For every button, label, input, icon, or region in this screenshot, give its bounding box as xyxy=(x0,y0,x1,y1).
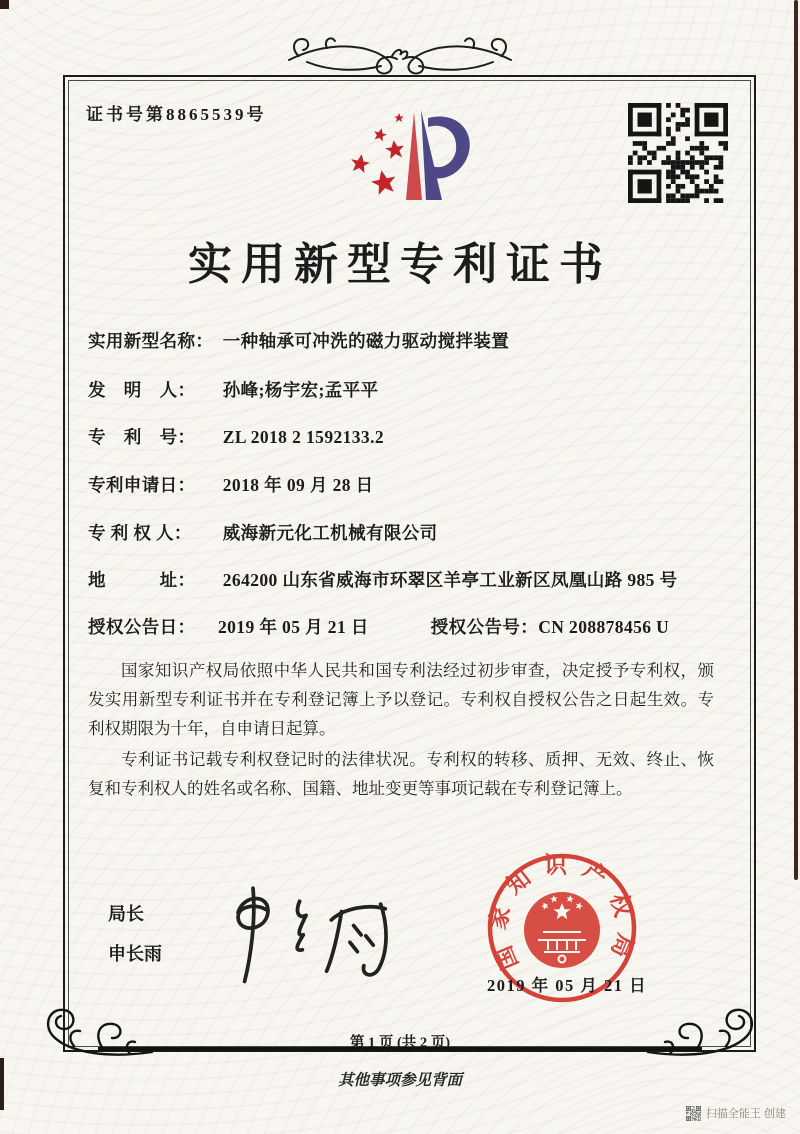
field-row-inventor xyxy=(88,377,378,402)
grant-number: CN 208878456 U xyxy=(538,617,670,637)
grant-number-group xyxy=(431,617,669,637)
field-row-filing-date xyxy=(88,472,374,497)
field-row-address xyxy=(88,567,677,592)
field-value: 威海新元化工机械有限公司 xyxy=(222,523,438,543)
page-indicator: 第 1 页 (共 2 页) xyxy=(349,1035,451,1051)
field-row-grant xyxy=(88,614,669,639)
field-label: 授权公告日： xyxy=(88,617,196,637)
cnipa-logo-icon xyxy=(322,102,474,216)
photo-edge-right xyxy=(794,0,798,880)
seal-text: 国家知识产权局 xyxy=(484,852,640,974)
certificate-title: 实用新型专利证书 xyxy=(188,240,612,289)
field-row-patentee xyxy=(88,520,438,545)
field-label: 专利申请日： xyxy=(88,475,196,495)
back-note: 其他事项参见背面 xyxy=(337,1072,462,1089)
top-scroll-ornament-icon xyxy=(283,26,517,78)
legal-paragraph-1: 国家知识产权局依照中华人民共和国专利法经过初步审查，决定授予专利权，颁发实用新型专利证书并在专利登记簿上予以登记。专利权自授权公告之日起生效。专利权期限为十年，自申请日起算。 xyxy=(88,661,714,738)
field-label: 发 明 人： xyxy=(88,380,196,400)
field-row-patent-number xyxy=(88,424,384,449)
camscanner-watermark xyxy=(686,1105,786,1121)
camscanner-watermark-text: 扫描全能王 创建 xyxy=(705,1108,786,1120)
camscanner-qr-icon xyxy=(686,1106,701,1121)
field-value: 一种轴承可冲洗的磁力驱动搅拌装置 xyxy=(222,331,510,351)
field-row-name xyxy=(88,328,509,353)
grant-date: 2019 年 05 月 21 日 xyxy=(218,617,369,637)
photo-edge-top-left xyxy=(0,0,9,9)
certificate-qr-code-icon xyxy=(628,103,728,203)
field-label: 实用新型名称： xyxy=(88,331,214,351)
field-label: 专 利 号： xyxy=(88,427,196,447)
signer-title: 局长 xyxy=(108,904,144,924)
seal-date: 2019 年 05 月 21 日 xyxy=(487,976,648,995)
field-value: ZL 2018 2 1592133.2 xyxy=(222,427,385,447)
field-label: 授权公告号： xyxy=(430,617,539,637)
legal-text xyxy=(88,656,714,805)
field-value: 孙峰;杨宇宏;孟平平 xyxy=(222,380,379,400)
legal-paragraph-2: 专利证书记载专利权登记时的法律状况。专利权的转移、质押、无效、终止、恢复和专利权人的姓名或名称、国籍、地址变更等事项记载在专利登记簿上。 xyxy=(88,750,714,798)
bottom-rule xyxy=(98,1047,702,1051)
signer-block xyxy=(108,894,162,974)
field-label: 专 利 权 人： xyxy=(88,523,192,543)
certificate-number: 证书号第8865539号 xyxy=(86,105,267,124)
signer-name: 申长雨 xyxy=(108,944,162,964)
director-signature-icon xyxy=(212,874,417,992)
field-label: 地 址： xyxy=(88,570,196,590)
field-value: 2018 年 09 月 28 日 xyxy=(222,475,374,495)
field-value: 264200 山东省威海市环翠区羊亭工业新区凤凰山路 985 号 xyxy=(222,570,678,590)
